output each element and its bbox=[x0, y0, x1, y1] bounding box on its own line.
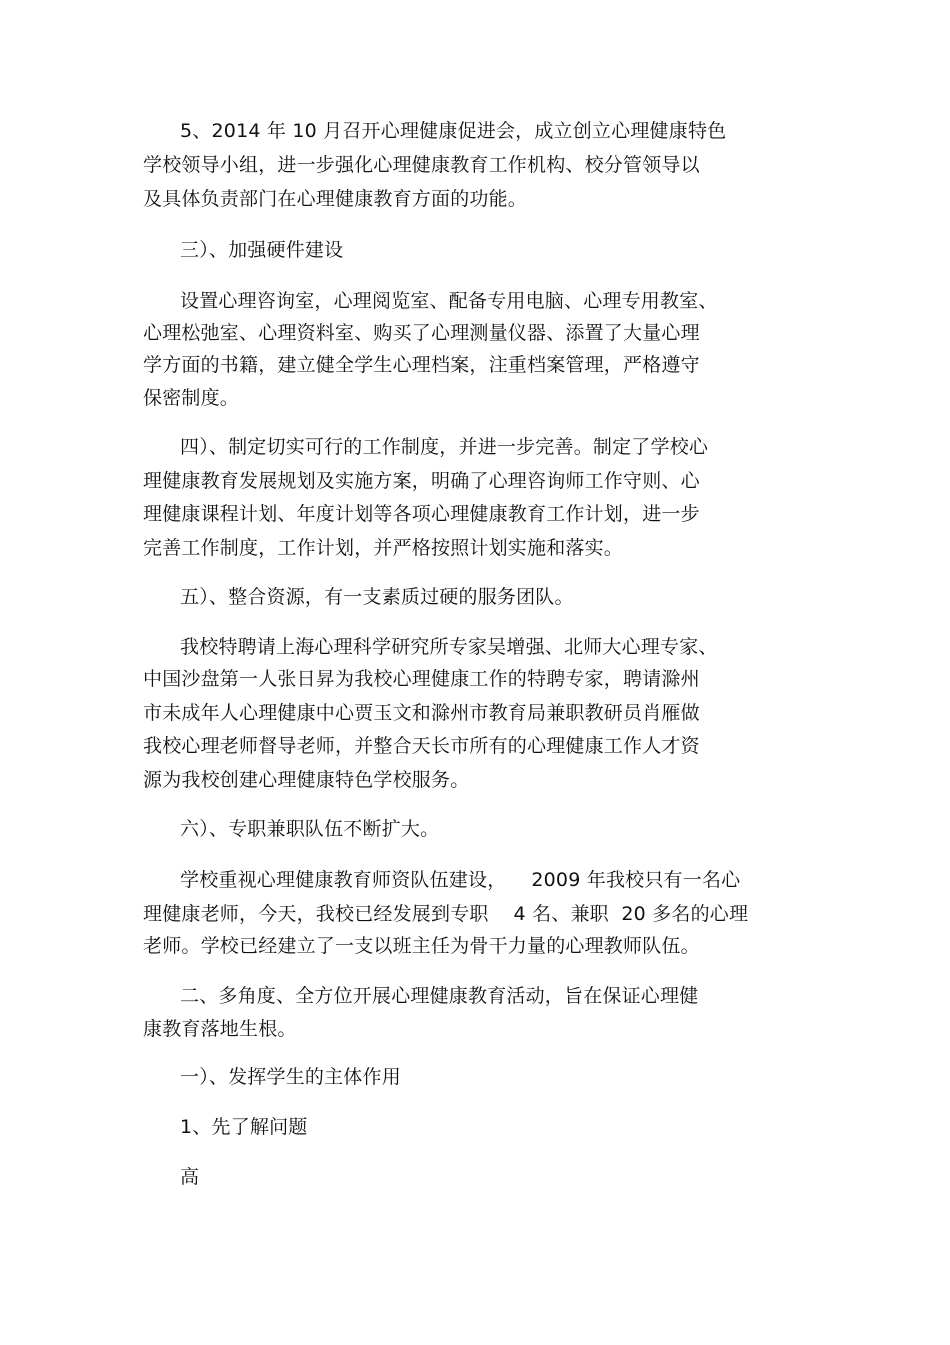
text-line: 心理松弛室、心理资料室、购买了心理测量仪器、添置了大量心理 bbox=[143, 322, 700, 344]
text-line: 保密制度。 bbox=[143, 387, 240, 409]
text-line: 康教育落地生根。 bbox=[143, 1018, 297, 1040]
text-line: 学校重视心理健康教育师资队伍建设， 2009 年我校只有一名心 bbox=[180, 869, 741, 891]
text-line: 中国沙盘第一人张日昇为我校心理健康工作的特聘专家，聘请滁州 bbox=[143, 668, 700, 690]
text-line: 理健康教育发展规划及实施方案，明确了心理咨询师工作守则、心 bbox=[143, 470, 700, 492]
text-line: 理健康老师，今天，我校已经发展到专职 4 名、兼职 20 多名的心理 bbox=[143, 903, 749, 925]
text-line: 学方面的书籍，建立健全学生心理档案，注重档案管理，严格遵守 bbox=[143, 354, 700, 376]
text-line: 设置心理咨询室，心理阅览室、配备专用电脑、心理专用教室、 bbox=[180, 290, 718, 312]
text-line: 完善工作制度，工作计划，并严格按照计划实施和落实。 bbox=[143, 537, 624, 559]
section-heading: 一）、发挥学生的主体作用 bbox=[180, 1066, 401, 1088]
subsection-heading: 1、先了解问题 bbox=[180, 1116, 308, 1138]
section-heading: 二、多角度、全方位开展心理健康教育活动，旨在保证心理健 bbox=[180, 985, 699, 1007]
text-line: 5、2014 年 10 月召开心理健康促进会，成立创立心理健康特色 bbox=[180, 120, 727, 142]
text-line: 高 bbox=[180, 1166, 200, 1188]
section-heading: 四）、制定切实可行的工作制度，并进一步完善。制定了学校心 bbox=[180, 436, 709, 458]
text-line: 我校心理老师督导老师，并整合天长市所有的心理健康工作人才资 bbox=[143, 735, 700, 757]
text-line: 学校领导小组，进一步强化心理健康教育工作机构、校分管领导以 bbox=[143, 154, 700, 176]
text-line: 市未成年人心理健康中心贾玉文和滁州市教育局兼职教研员肖雁做 bbox=[143, 702, 700, 724]
section-heading: 三）、加强硬件建设 bbox=[180, 239, 344, 261]
text-line: 我校特聘请上海心理科学研究所专家吴增强、北师大心理专家、 bbox=[180, 636, 718, 658]
section-heading: 六）、专职兼职队伍不断扩大。 bbox=[180, 818, 440, 840]
section-heading: 五）、整合资源，有一支素质过硬的服务团队。 bbox=[180, 586, 574, 608]
text-line: 老师。学校已经建立了一支以班主任为骨干力量的心理教师队伍。 bbox=[143, 935, 700, 957]
text-line: 理健康课程计划、年度计划等各项心理健康教育工作计划，进一步 bbox=[143, 503, 700, 525]
text-line: 及具体负责部门在心理健康教育方面的功能。 bbox=[143, 188, 528, 210]
text-line: 源为我校创建心理健康特色学校服务。 bbox=[143, 769, 470, 791]
